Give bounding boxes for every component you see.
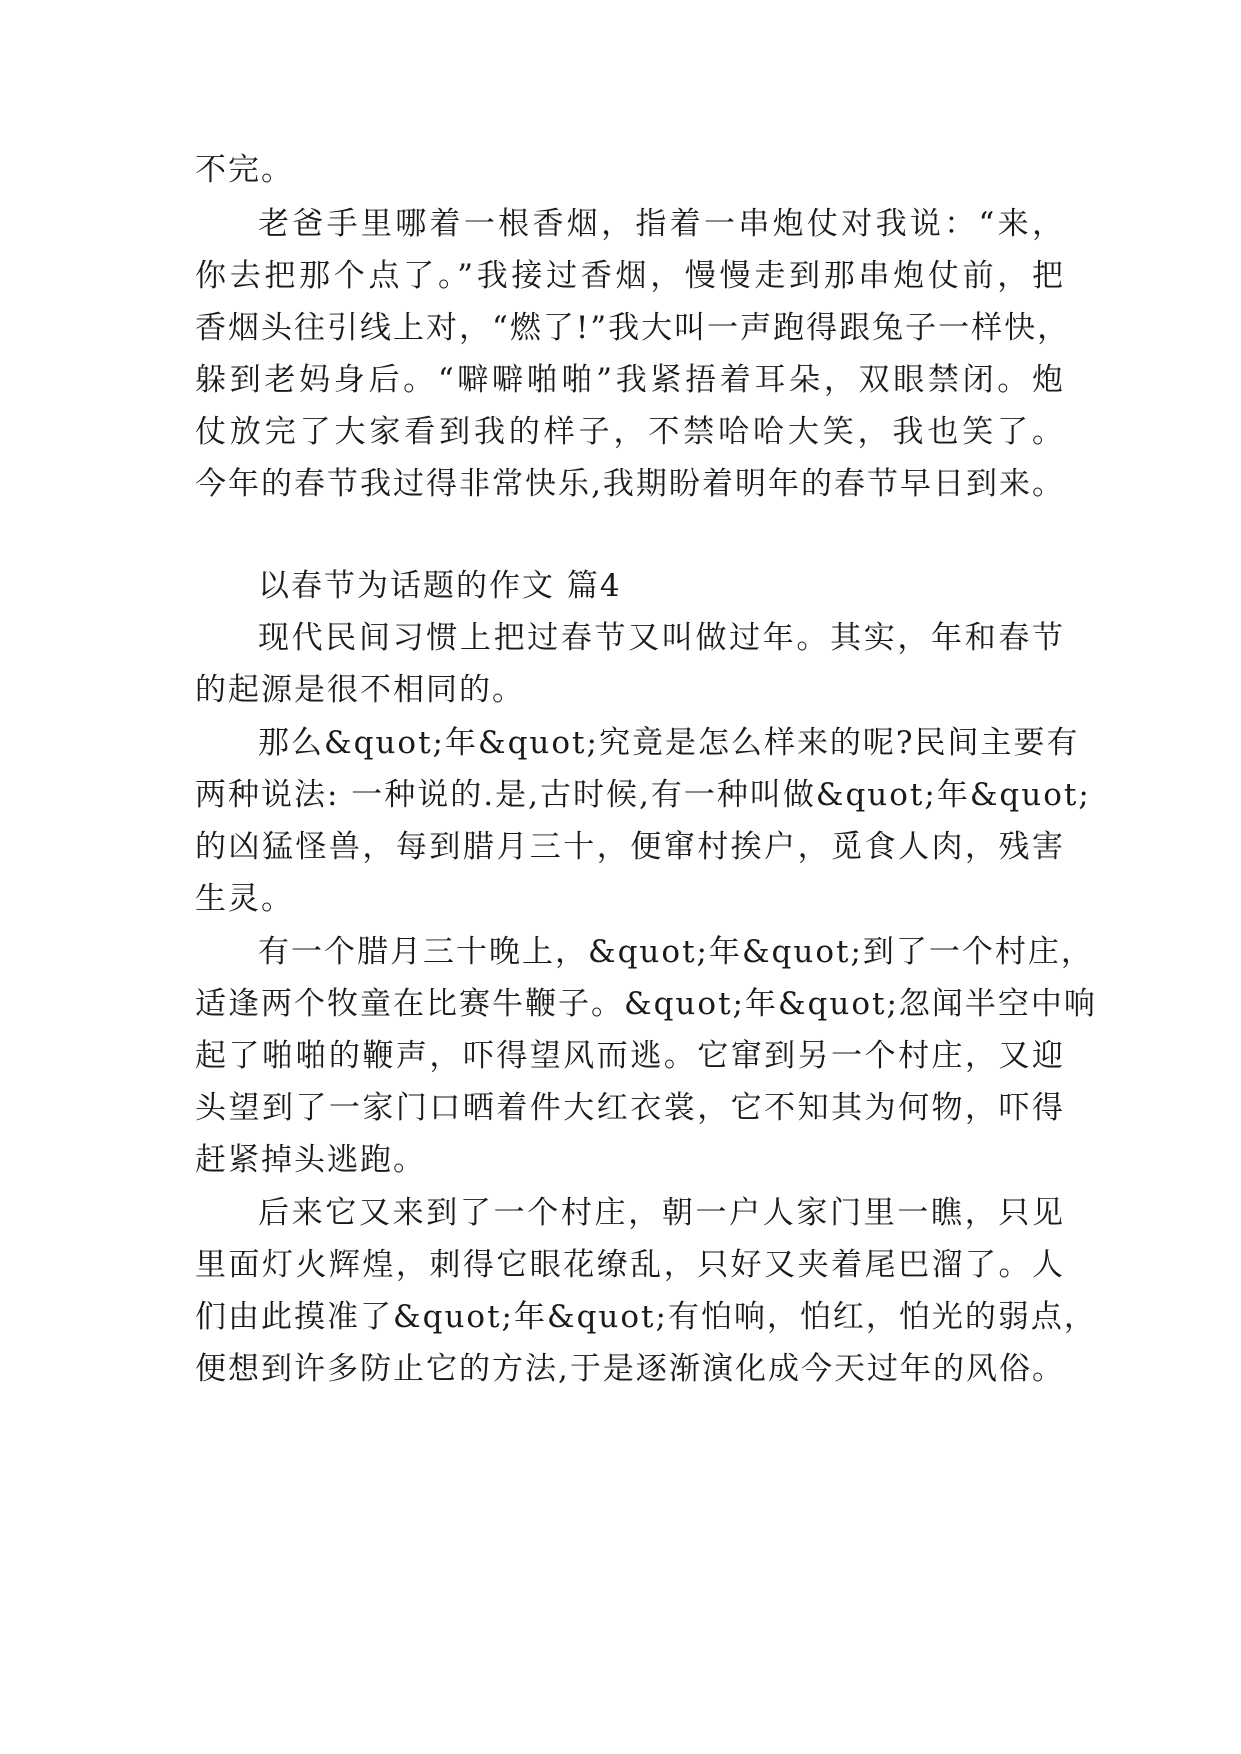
text-line: 仗放完了大家看到我的样子，不禁哈哈大笑，我也笑了。 <box>195 414 1065 450</box>
text-line: 老爸手里哪着一根香烟，指着一串炮仗对我说：“来， <box>258 206 1065 242</box>
text-line: 赶紧掉头逃跑。 <box>195 1142 426 1178</box>
text-line: 那么&quot;年&quot;究竟是怎么样来的呢?民间主要有 <box>258 725 1080 761</box>
text-line: 不完。 <box>195 152 294 188</box>
text-line: 有一个腊月三十晚上，&quot;年&quot;到了一个村庄， <box>258 934 1094 970</box>
text-line: 的凶猛怪兽，每到腊月三十，便窜村挨户，觅食人肉，残害 <box>195 829 1065 865</box>
text-line: 里面灯火辉煌，刺得它眼花缭乱，只好又夹着尾巴溜了。人 <box>195 1247 1065 1283</box>
text-line: 你去把那个点了。”我接过香烟，慢慢走到那串炮仗前，把 <box>195 258 1065 294</box>
text-line: 现代民间习惯上把过春节又叫做过年。其实，年和春节 <box>258 620 1065 656</box>
text-line: 后来它又来到了一个村庄，朝一户人家门里一瞧，只见 <box>258 1195 1065 1231</box>
text-line: 香烟头往引线上对，“燃了!”我大叫一声跑得跟兔子一样快， <box>195 310 1071 346</box>
text-line: 今年的春节我过得非常快乐,我期盼着明年的春节早日到来。 <box>195 466 1065 502</box>
text-line: 们由此摸准了&quot;年&quot;有怕响，怕红，怕光的弱点， <box>195 1299 1097 1335</box>
text-line: 起了啪啪的鞭声，吓得望风而逃。它窜到另一个村庄，又迎 <box>195 1038 1065 1074</box>
text-line: 的起源是很不相同的。 <box>195 672 525 708</box>
section-heading: 以春节为话题的作文 篇4 <box>258 568 622 604</box>
text-line: 头望到了一家门口晒着件大红衣裳，它不知其为何物，吓得 <box>195 1090 1065 1126</box>
text-line: 两种说法: 一种说的.是,古时候,有一种叫做&quot;年&quot; <box>195 777 1091 813</box>
text-line: 便想到许多防止它的方法,于是逐渐演化成今天过年的风俗。 <box>195 1351 1065 1387</box>
text-line: 生灵。 <box>195 881 294 917</box>
text-line: 躲到老妈身后。“噼噼啪啪”我紧捂着耳朵，双眼禁闭。炮 <box>195 362 1065 398</box>
text-line: 适逢两个牧童在比赛牛鞭子。&quot;年&quot;忽闻半空中响 <box>195 986 1097 1022</box>
